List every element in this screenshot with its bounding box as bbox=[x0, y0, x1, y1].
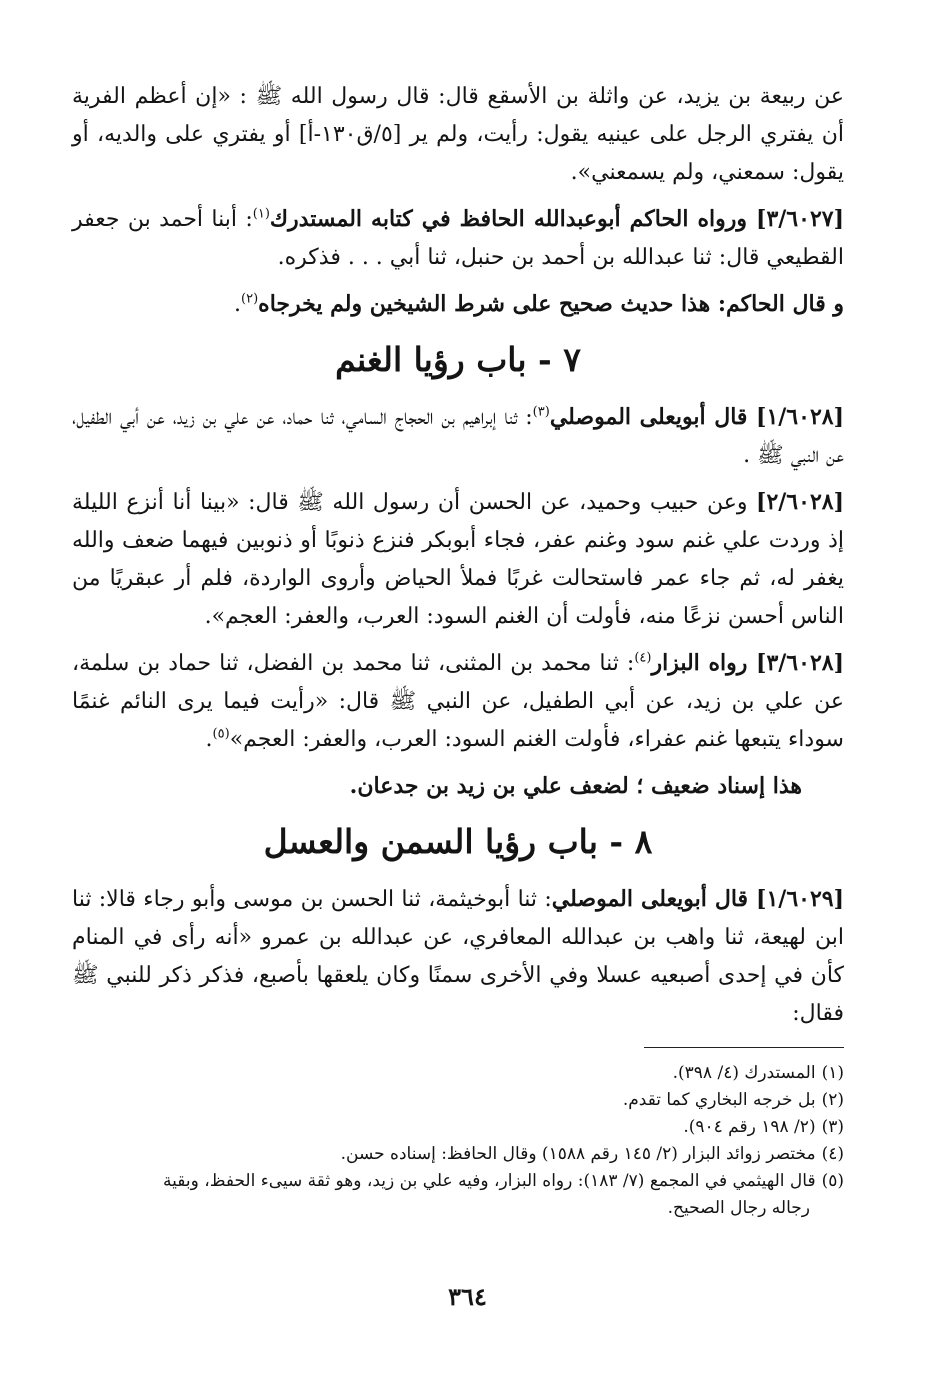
hadith-number-heading: [٢/٦٠٢٨] bbox=[756, 489, 844, 515]
footnote-ref[interactable]: (٥) bbox=[212, 726, 230, 742]
footnote-text: المستدرك (٤/ ٣٩٨). bbox=[672, 1063, 816, 1083]
grading-text: هذا إسناد ضعيف ؛ لضعف علي بن زيد بن جدعان. bbox=[349, 773, 802, 799]
narration-text: : ثنا محمد بن المثنى، ثنا محمد بن الفضل، ثنا حماد بن سلمة، عن علي بن زيد، عن أبي الطفيل، عن النبي ﷺ قال: «رأيت فيما يرى النائم غنمًا سوداء يتبعها غنم عفراء، فأولت الغنم السود: العرب، والعفر: العجم» bbox=[72, 651, 844, 752]
footnote-5-continuation: رجاله رجال الصحيح. bbox=[667, 1198, 810, 1218]
hadith-number-heading: [٣/٦٠٢٨] رواه البزار bbox=[651, 650, 844, 676]
footnote-text: بل خرجه البخاري كما تقدم. bbox=[622, 1090, 816, 1110]
footnote-text: مختصر زوائد البزار (٢/ ١٤٥ رقم ١٥٨٨) وقال الحافظ: إسناده حسن. bbox=[340, 1144, 816, 1164]
footnote-5 bbox=[72, 1168, 844, 1195]
footnote-ref[interactable]: (٤) bbox=[634, 650, 652, 666]
hadith-number-heading: [٣/٦٠٢٧] ورواه الحاكم أبوعبدالله الحافظ في كتابه المستدرك bbox=[269, 206, 844, 232]
footnote-text: (٢/ ١٩٨ رقم ٩٠٤). bbox=[683, 1117, 816, 1137]
paragraph-bazzar bbox=[72, 644, 844, 759]
punctuation: . bbox=[234, 292, 242, 317]
footnote-ref[interactable]: (١) bbox=[252, 206, 270, 222]
footnote-divider bbox=[644, 1047, 844, 1048]
narration-text: : أبنا أحمد بن جعفر القطيعي قال: ثنا عبدالله بن أحمد بن حنبل، ثنا أبي . . . فذكره. bbox=[72, 207, 844, 270]
page-content bbox=[72, 78, 844, 1222]
page-number: ٣٦٤ bbox=[448, 1282, 487, 1311]
footnote-number: (٢) bbox=[821, 1090, 844, 1110]
footnote-ref[interactable]: (٣) bbox=[532, 404, 550, 420]
footnote-1 bbox=[72, 1060, 844, 1087]
footnote-3 bbox=[72, 1114, 844, 1141]
hadith-text: عن ربيعة بن يزيد، عن واثلة بن الأسقع قال: قال رسول الله ﷺ : «إن أعظم الفرية أن يفتري الرجل على عينيه يقول: رأيت، ولم ير [٥/ق١٣٠-أ] أو يفتري على والديه، أو يقول: سمعني، ولم يسمعني». bbox=[72, 84, 844, 185]
footnote-2 bbox=[72, 1087, 844, 1114]
chapter-heading-8: ٨ - باب رؤيا السمن والعسل bbox=[263, 822, 653, 861]
paragraph-isnad-grading bbox=[72, 767, 844, 806]
footnote-text: قال الهيثمي في المجمع (٧/ ١٨٣): رواه البزار، وفيه علي بن زيد، وهو ثقة سيىء الحفظ، وبقية bbox=[163, 1171, 816, 1191]
paragraph-hadith-intro bbox=[72, 78, 844, 192]
footnote-number: (٤) bbox=[821, 1144, 844, 1164]
paragraph-abu-yala-2 bbox=[72, 880, 844, 1033]
footnote-number: (٥) bbox=[821, 1171, 844, 1191]
footnote-number: (١) bbox=[821, 1063, 844, 1083]
footnote-ref[interactable]: (٢) bbox=[241, 291, 259, 307]
footnotes-section bbox=[72, 1060, 844, 1222]
hadith-number-heading: [١/٦٠٢٩] قال أبويعلى الموصلي bbox=[551, 886, 845, 912]
narration-text: : ثنا إبراهيم بن الحجاج السامي، ثنا حماد، عن علي بن زيد، عن أبي الطفيل، عن النبي ﷺ . bbox=[72, 405, 844, 468]
grading-text: و قال الحاكم: هذا حديث صحيح على شرط الشيخين ولم يخرجاه bbox=[258, 291, 844, 317]
narration-text: وعن حبيب وحميد، عن الحسن أن رسول الله ﷺ قال: «بينا أنا أنزع الليلة إذ وردت علي غنم سود وغنم عفر، فجاء أبوبكر فنزع ذنوبًا أو ذنوبين فيهما ضعف والله يغفر له، ثم جاء عمر فاستحالت غربًا فملأ الحياض وأروى الواردة، فلم أر عبقريًا من الناس أحسن نزعًا منه، فأولت أن الغنم السود: العرب، والعفر: العجم». bbox=[72, 490, 844, 629]
hadith-number-heading: [١/٦٠٢٨] قال أبويعلى الموصلي bbox=[549, 404, 844, 430]
paragraph-hakim-narration bbox=[72, 200, 844, 277]
footnote-number: (٣) bbox=[821, 1117, 844, 1137]
narration-text: : ثنا أبوخيثمة، ثنا الحسن بن موسى وأبو رجاء قالا: ثنا ابن لهيعة، ثنا واهب بن عبدالله المعافري، عن عبدالله بن عمرو «أنه رأى في المنام كأن في إحدى أصبعيه عسلا وفي الأخرى سمنًا وكان يلعقها بأصبع، فذكر ذكر للنبي ﷺ فقال: bbox=[72, 887, 844, 1026]
chapter-heading-7: ٧ - باب رؤيا الغنم bbox=[335, 340, 581, 379]
punctuation: . bbox=[205, 727, 213, 752]
paragraph-hakim-grading bbox=[72, 285, 844, 324]
footnote-4 bbox=[72, 1141, 844, 1168]
paragraph-hasan-narration bbox=[72, 483, 844, 636]
paragraph-abu-yala bbox=[72, 398, 844, 475]
